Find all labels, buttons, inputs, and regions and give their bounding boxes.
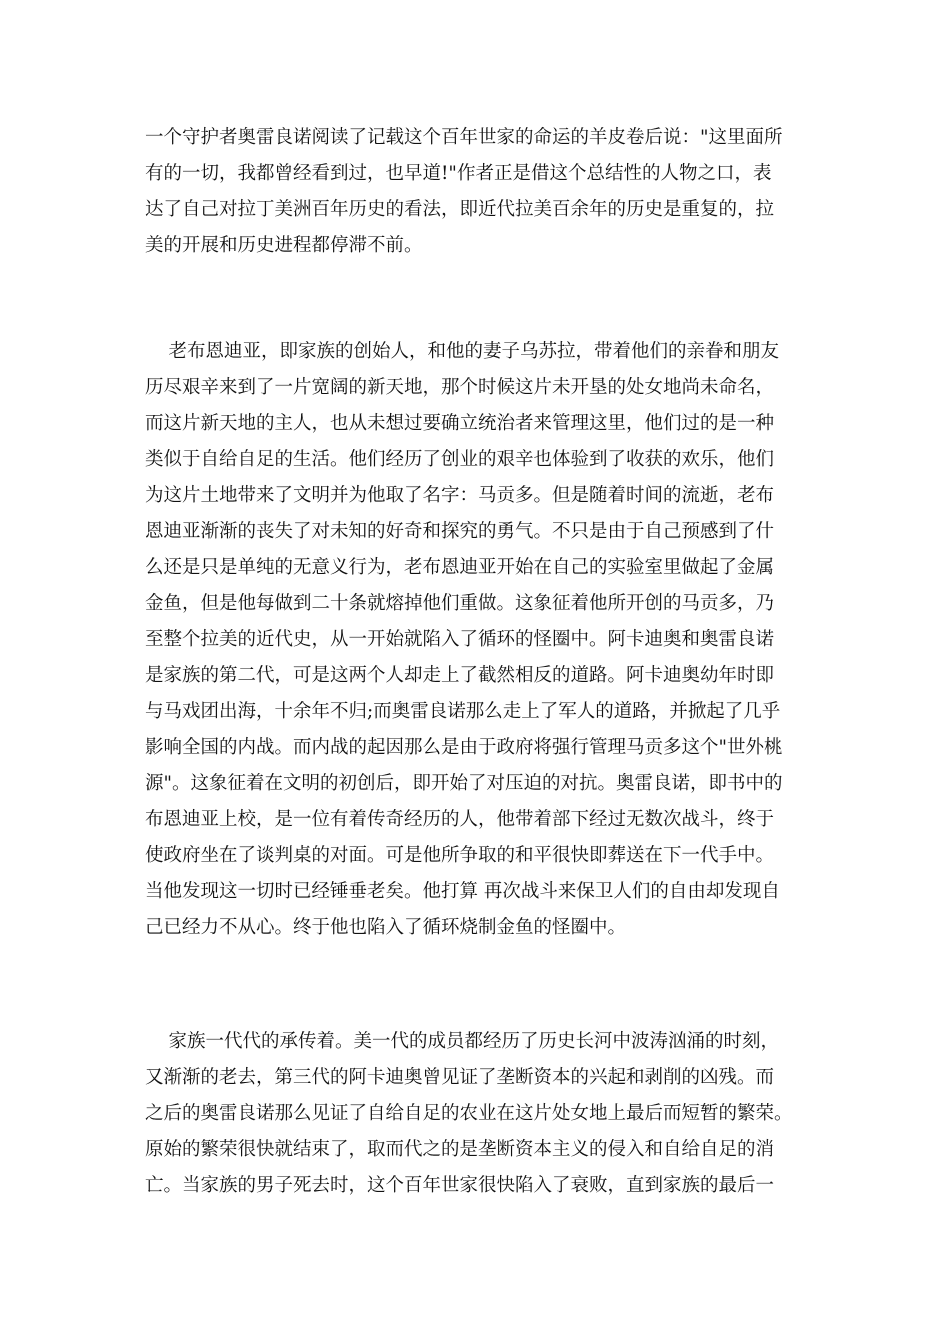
text-line: 源"。这象征着在文明的初创后，即开始了对压迫的对抗。奥雷良诺，即书中的 xyxy=(145,773,783,794)
text-line: 老布恩迪亚，即家族的创始人，和他的妻子乌苏拉，带着他们的亲眷和朋友 xyxy=(145,341,780,362)
text-line: 为这片土地带来了文明并为他取了名字：马贡多。但是随着时间的流逝，老布 xyxy=(145,485,775,506)
paragraph-3 xyxy=(145,1024,810,1204)
text-line: 又渐渐的老去，第三代的阿卡迪奥曾见证了垄断资本的兴起和剥削的凶残。而 xyxy=(145,1067,775,1088)
text-line: 与马戏团出海，十余年不归;而奥雷良诺那么走上了军人的道路，并掀起了几乎 xyxy=(145,701,781,722)
text-line: 而这片新天地的主人，也从未想过要确立统治者来管理这里，他们过的是一种 xyxy=(145,413,775,434)
text-line: 之后的奥雷良诺那么见证了自给自足的农业在这片处女地上最后而短暂的繁荣。 xyxy=(145,1103,793,1124)
text-line: 一个守护者奥雷良诺阅读了记载这个百年世家的命运的羊皮卷后说："这里面所 xyxy=(145,127,783,148)
text-line: 达了自己对拉丁美洲百年历史的看法，即近代拉美百余年的历史是重复的，拉 xyxy=(145,199,775,220)
text-line: 至整个拉美的近代史，从一开始就陷入了循环的怪圈中。阿卡迪奥和奥雷良诺 xyxy=(145,629,775,650)
text-line: 历尽艰辛来到了一片宽阔的新天地，那个时候这片未开垦的处女地尚未命名， xyxy=(145,377,775,398)
text-line: 有的一切，我都曾经看到过，也早道!"作者正是借这个总结性的人物之口，表 xyxy=(145,163,772,184)
text-line: 么还是只是单纯的无意义行为，老布恩迪亚开始在自己的实验室里做起了金属 xyxy=(145,557,775,578)
text-line: 亡。当家族的男子死去时，这个百年世家很快陷入了衰败，直到家族的最后一 xyxy=(145,1175,775,1196)
paragraph-2 xyxy=(145,334,810,946)
text-line: 己已经力不从心。终于他也陷入了循环烧制金鱼的怪圈中。 xyxy=(145,917,627,938)
text-line: 影响全国的内战。而内战的起因那么是由于政府将强行管理马贡多这个"世外桃 xyxy=(145,737,783,758)
text-line: 恩迪亚渐渐的丧失了对未知的好奇和探究的勇气。不只是由于自己预感到了什 xyxy=(145,521,775,542)
text-line: 原始的繁荣很快就结束了，取而代之的是垄断资本主义的侵入和自给自足的消 xyxy=(145,1139,775,1160)
text-line: 类似于自给自足的生活。他们经历了创业的艰辛也体验到了收获的欢乐，他们 xyxy=(145,449,775,470)
text-line: 使政府坐在了谈判桌的对面。可是他所争取的和平很快即葬送在下一代手中。 xyxy=(145,845,775,866)
text-line: 家族一代代的承传着。美一代的成员都经历了历史长河中波涛汹涌的时刻， xyxy=(145,1031,780,1052)
text-line: 美的开展和历史进程都停滞不前。 xyxy=(145,235,423,256)
text-line: 金鱼，但是他每做到二十条就熔掉他们重做。这象征着他所开创的马贡多，乃 xyxy=(145,593,775,614)
paragraph-1 xyxy=(145,120,810,264)
text-line: 布恩迪亚上校，是一位有着传奇经历的人，他带着部下经过无数次战斗，终于 xyxy=(145,809,775,830)
text-line: 是家族的第二代，可是这两个人却走上了截然相反的道路。阿卡迪奥幼年时即 xyxy=(145,665,775,686)
text-line: 当他发现这一切时已经锤垂老矣。他打算 再次战斗来保卫人们的自由却发现自 xyxy=(145,881,780,902)
